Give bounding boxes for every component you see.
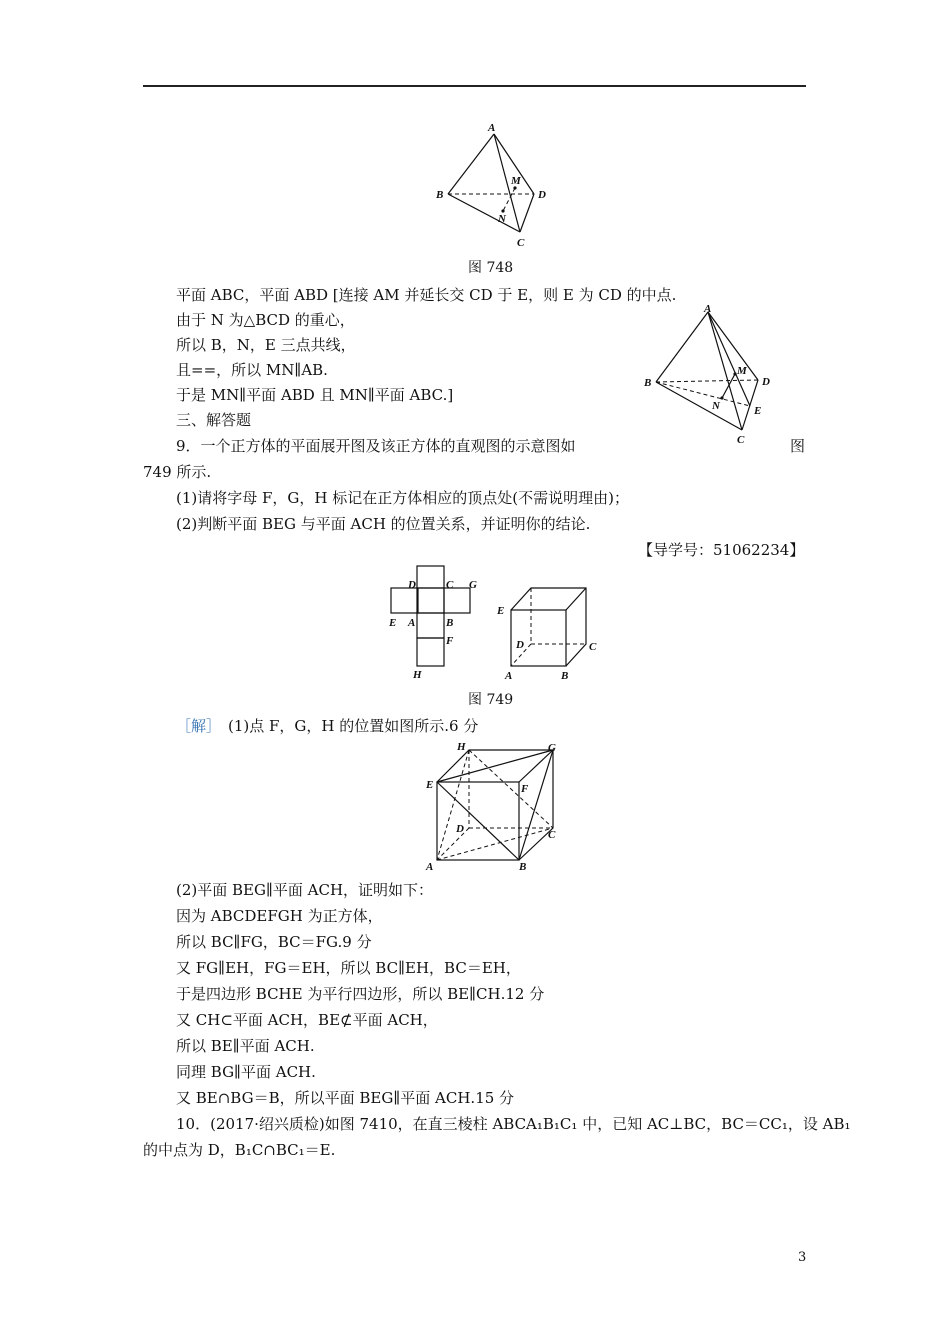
figure-749-net [383, 560, 493, 685]
question-9-part-1: (1)请将字母 F，G，H 标记在正方体相应的顶点处(不需说明理由)； [176, 489, 629, 507]
label-D: D [538, 189, 546, 201]
section-heading: 三、解答题 [176, 411, 252, 429]
solution-tag: ［解］ [176, 717, 222, 735]
figure-749-caption: 图 749 [468, 692, 514, 708]
label-N: N [498, 213, 506, 225]
guide-number: 【导学号：51062234】 [638, 541, 805, 559]
sol-label-F: F [521, 783, 529, 795]
header-rule [143, 85, 806, 87]
label-M: M [511, 175, 521, 187]
sol-label-A: A [426, 861, 434, 873]
figure-748-tetrahedron [428, 118, 558, 253]
label-C: C [737, 434, 745, 446]
cube-label-E: E [497, 605, 505, 617]
proof-line-2: 因为 ABCDEFGH 为正方体， [176, 907, 383, 925]
proof-line-6: 又 CH⊂平面 ACH，BE⊄平面 ACH， [176, 1011, 438, 1029]
question-9-part-2: (2)判断平面 BEG 与平面 ACH 的位置关系，并证明你的结论. [176, 515, 591, 533]
net-label-C: C [446, 579, 454, 591]
net-label-D: D [408, 579, 416, 591]
net-label-E: E [389, 617, 397, 629]
label-A: A [704, 303, 712, 315]
proof-line-3: 所以 BC∥FG，BC＝FG.9 分 [176, 933, 372, 951]
proof-line-1: (2)平面 BEG∥平面 ACH，证明如下： [176, 881, 434, 899]
label-E: E [754, 405, 762, 417]
sol-label-G: G [548, 742, 556, 754]
figure-748-extended [640, 302, 780, 452]
figure-solution-cube [423, 740, 568, 875]
text-line-1: 平面 ABC，平面 ABD [连接 AM 并延长交 CD 于 E，则 E 为 CD 的中点. [176, 286, 677, 304]
proof-line-5: 于是四边形 BCHE 为平行四边形，所以 BE∥CH.12 分 [176, 985, 545, 1003]
net-label-H: H [413, 669, 422, 681]
sol-label-D: D [456, 823, 464, 835]
proof-line-4: 又 FG∥EH，FG＝EH，所以 BC∥EH，BC＝EH， [176, 959, 521, 977]
label-M: M [737, 365, 747, 377]
sol-label-C: C [548, 829, 556, 841]
label-C: C [517, 237, 525, 249]
proof-line-7: 所以 BE∥平面 ACH. [176, 1037, 315, 1055]
label-N: N [712, 400, 720, 412]
net-label-B: B [446, 617, 454, 629]
sol-label-B: B [519, 861, 527, 873]
question-9-line-2: 749 所示. [143, 463, 212, 481]
proof-line-8: 同理 BG∥平面 ACH. [176, 1063, 316, 1081]
question-10-line-2: 的中点为 D，B₁C∩BC₁＝E. [143, 1141, 336, 1159]
page-number: 3 [798, 1250, 807, 1265]
cube-label-B: B [561, 670, 569, 682]
question-10-line-1: 10．(2017·绍兴质检)如图 7410，在直三棱柱 ABCA₁B₁C₁ 中，已知 AC⊥BC，BC＝CC₁，设 AB₁ [176, 1115, 851, 1133]
question-9-line-1-tail: 图 [790, 437, 806, 455]
sol-label-H: H [457, 741, 466, 753]
sol-label-E: E [426, 779, 434, 791]
figure-749-cube [493, 580, 603, 685]
text-line-4: 且==，所以 MN∥AB. [176, 361, 328, 379]
question-9-line-1: 9．一个正方体的平面展开图及该正方体的直观图的示意图如 [176, 437, 576, 455]
net-label-G: G [469, 579, 477, 591]
text-line-2: 由于 N 为△BCD 的重心， [176, 311, 355, 329]
proof-line-9: 又 BE∩BG＝B，所以平面 BEG∥平面 ACH.15 分 [176, 1089, 515, 1107]
label-D: D [762, 376, 770, 388]
net-label-A: A [408, 617, 416, 629]
text-line-5: 于是 MN∥平面 ABD 且 MN∥平面 ABC.] [176, 386, 454, 404]
solution-part-1: (1)点 F，G，H 的位置如图所示.6 分 [228, 717, 479, 735]
cube-label-D: D [516, 639, 524, 651]
cube-label-A: A [505, 670, 513, 682]
label-B: B [644, 377, 652, 389]
cube-label-C: C [589, 641, 597, 653]
net-label-F: F [446, 635, 454, 647]
figure-748-caption: 图 748 [468, 260, 514, 276]
label-A: A [488, 122, 496, 134]
text-line-3: 所以 B，N，E 三点共线， [176, 336, 356, 354]
label-B: B [436, 189, 444, 201]
